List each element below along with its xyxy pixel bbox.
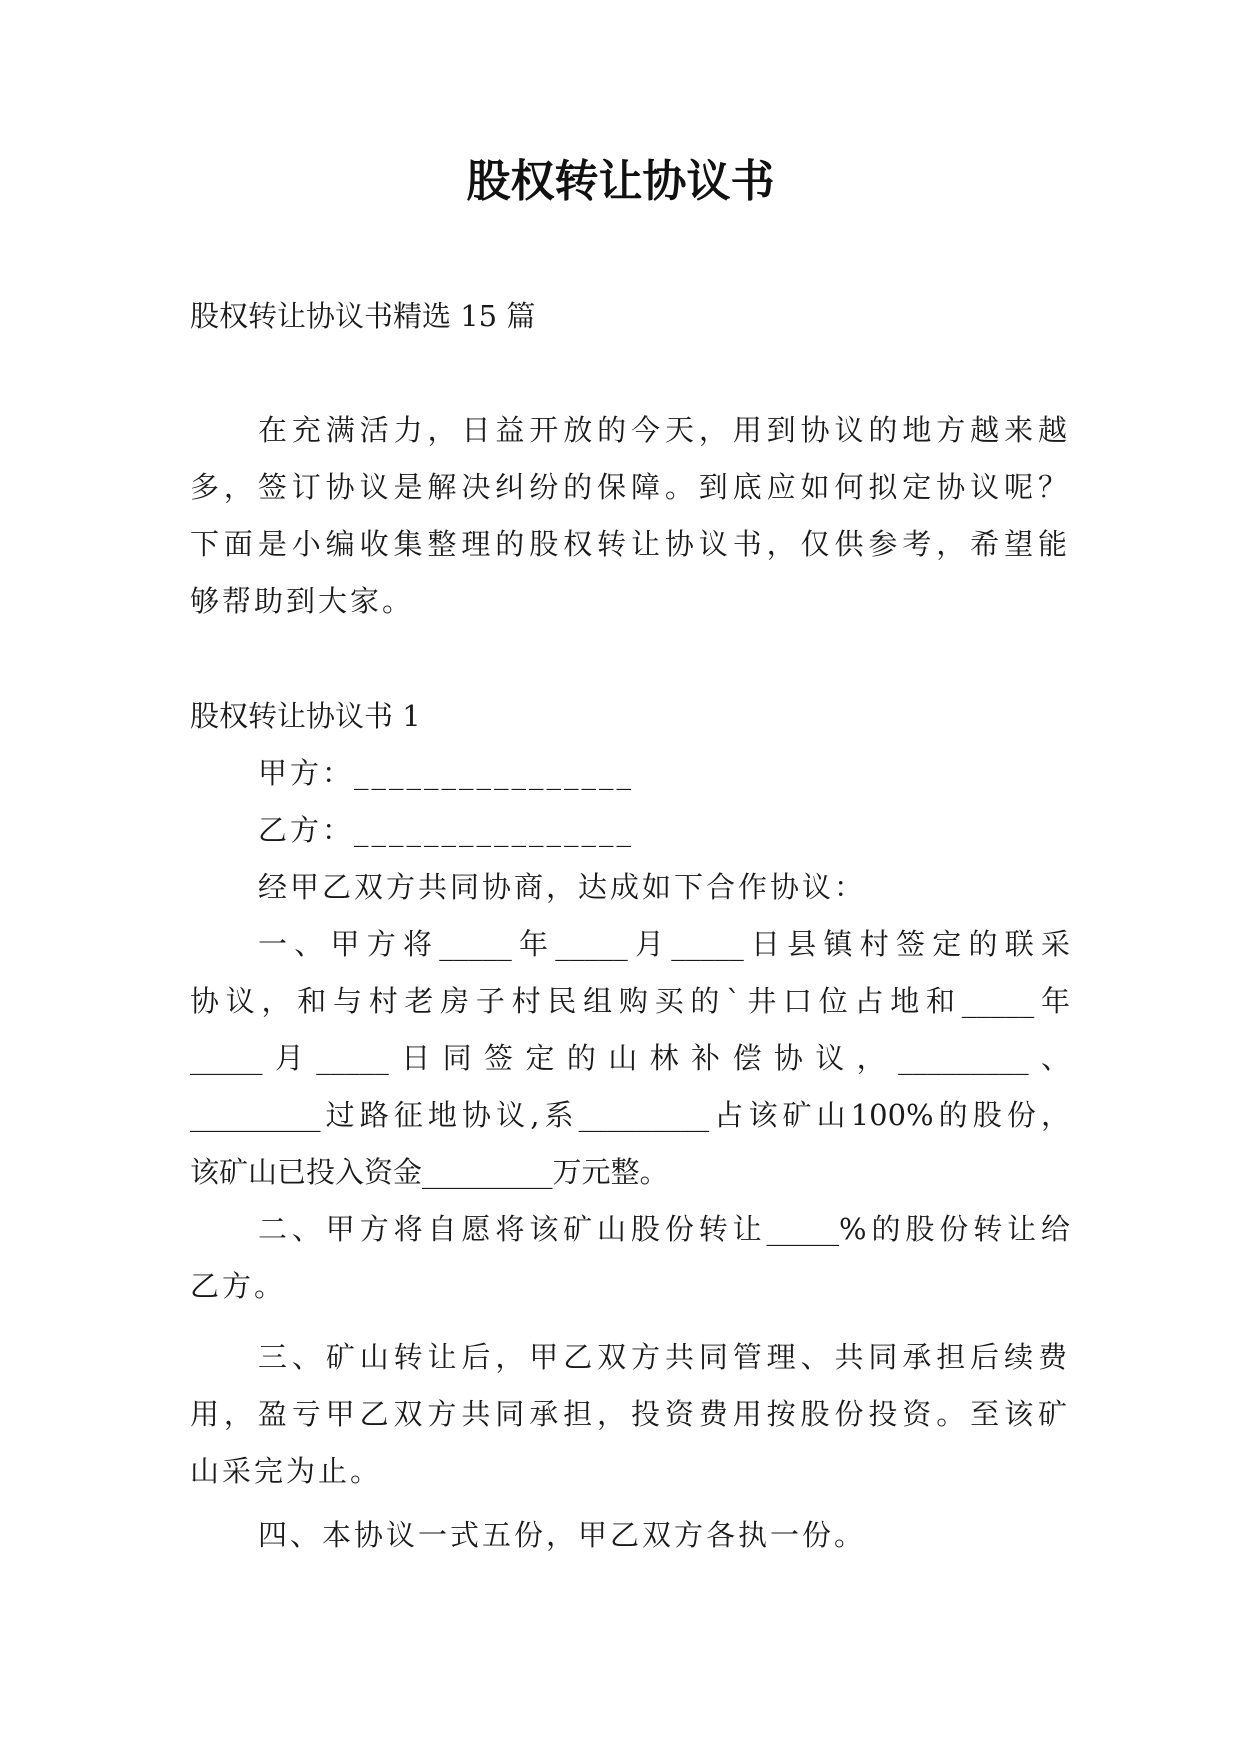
section-1-heading: 股权转让协议书 1 (190, 699, 421, 733)
clause-2-line-2: 乙方。 (190, 1269, 287, 1303)
clause-3-line-2: 用，盈亏甲乙双方共同承担，投资费用按股份投资。至该矿 (190, 1397, 1070, 1431)
document-subtitle: 股权转让协议书精选 15 篇 (190, 299, 536, 333)
party-b-line: 乙方：________________ (258, 813, 635, 847)
intro-line-2: 多，签订协议是解决纠纷的保障。到底应如何拟定协议呢？ (190, 470, 1070, 504)
intro-line-4: 够帮助到大家。 (190, 584, 415, 618)
clause-1-line-5: 该矿山已投入资金_________万元整。 (190, 1155, 669, 1189)
clause-2-line-1: 二、甲方将自愿将该矿山股份转让_____%的股份转让给 (258, 1212, 1070, 1246)
preamble-line: 经甲乙双方共同协商，达成如下合作协议： (258, 870, 867, 904)
clause-3-line-3: 山采完为止。 (190, 1454, 383, 1488)
intro-line-3: 下面是小编收集整理的股权转让协议书，仅供参考，希望能 (190, 527, 1070, 561)
clause-1-line-1: 一、甲方将_____年_____月_____日县镇村签定的联采 (258, 927, 1070, 961)
party-a-line: 甲方：________________ (258, 756, 635, 790)
document-title: 股权转让协议书 (466, 156, 775, 207)
clause-4-line: 四、本协议一式五份，甲乙双方各执一份。 (258, 1518, 867, 1552)
clause-1-line-4: _________过路征地协议,系_________占该矿山100%的股份， (190, 1098, 1070, 1132)
clause-1-line-3: _____月_____日同签定的山林补偿协议，_________、 (190, 1041, 1070, 1075)
clause-1-line-2: 协议，和与村老房子村民组购买的`井口位占地和_____年 (190, 984, 1070, 1018)
intro-line-1: 在充满活力，日益开放的今天，用到协议的地方越来越 (258, 413, 1070, 447)
clause-3-line-1: 三、矿山转让后，甲乙双方共同管理、共同承担后续费 (258, 1340, 1070, 1374)
